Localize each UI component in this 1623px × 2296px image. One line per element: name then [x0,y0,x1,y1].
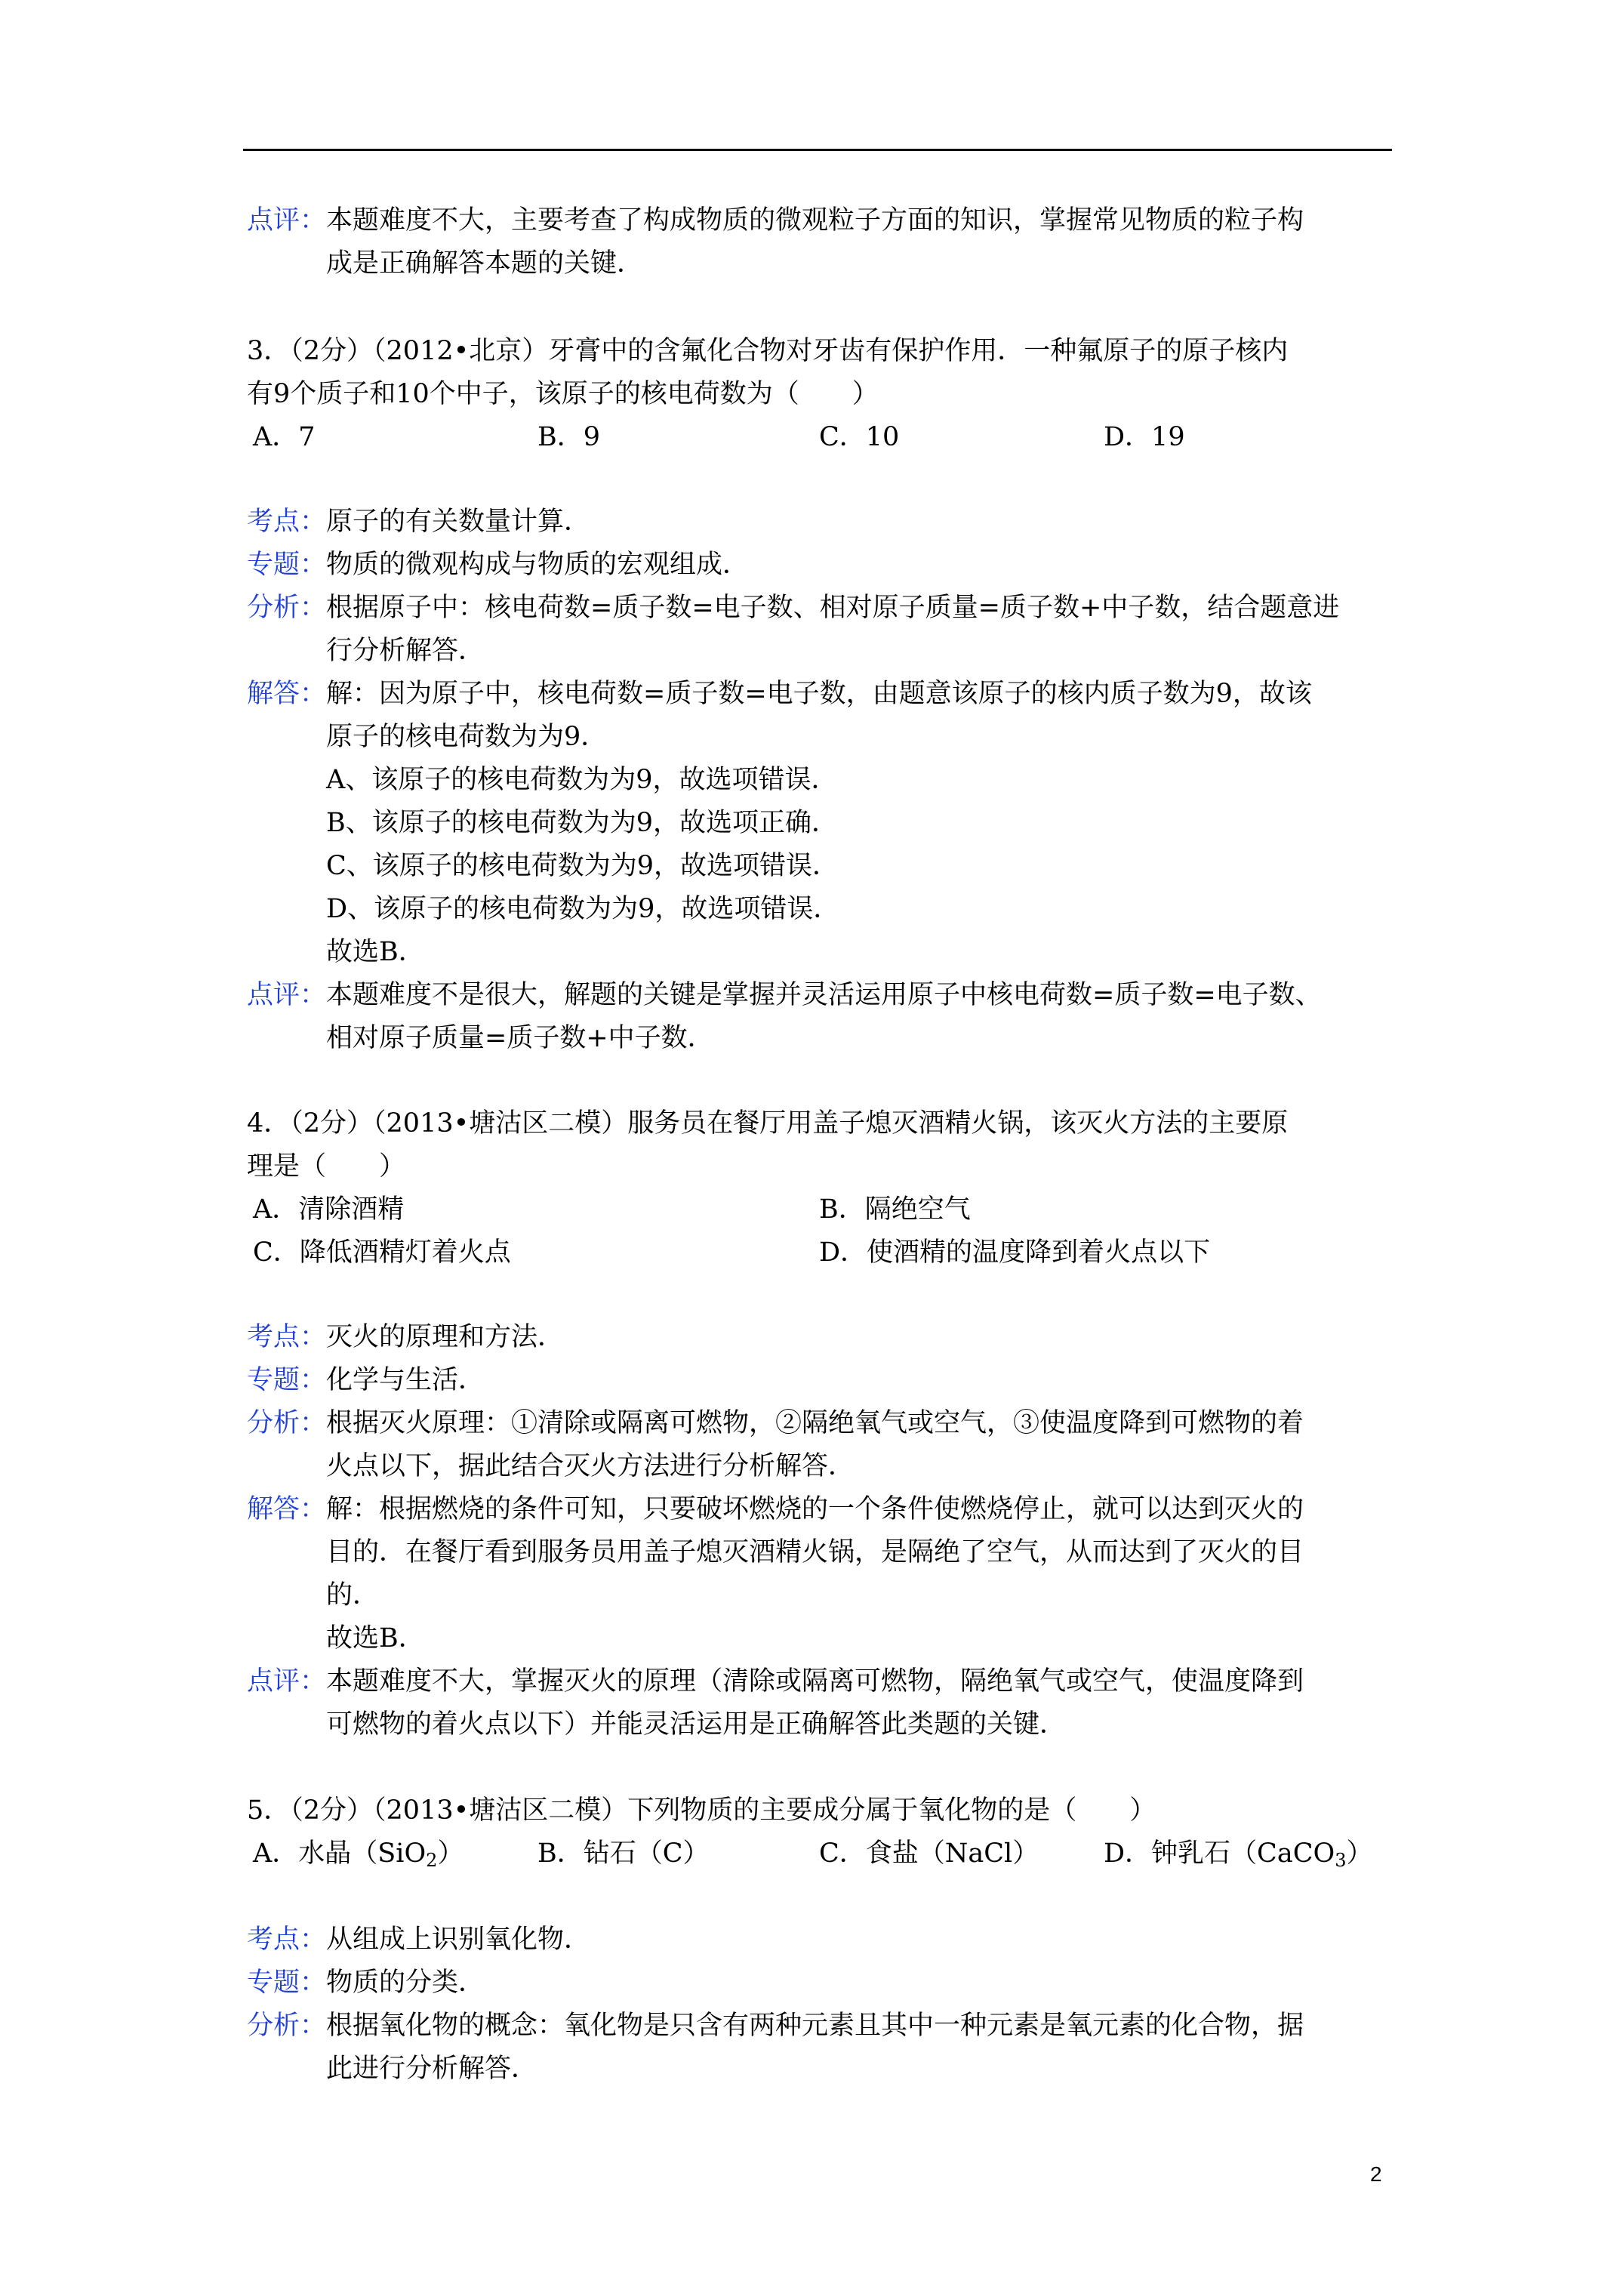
q3-answer-line-6: D、该原子的核电荷数为为9，故选项错误． [326,894,840,924]
q3-option-c: C．10 [819,422,900,452]
q4-answer-label: 解答： [247,1494,327,1524]
q3-answer-line-3: A、该原子的核电荷数为为9，故选项错误． [326,765,838,795]
q3-stem-line-1: 3．（2分）（2012•北京）牙膏中的含氟化合物对牙齿有保护作用．一种氟原子的原子核内 [247,336,1289,366]
q4-comment-line-1: 本题难度不大，掌握灭火的原理（清除或隔离可燃物，隔绝氧气或空气，使温度降到 [326,1666,1304,1697]
q3-comment-line-2: 相对原子质量=质子数+中子数． [326,1023,714,1053]
prev-comment-line-2: 成是正确解答本题的关键． [326,248,644,279]
q4-option-a: A．清除酒精 [253,1194,405,1225]
q3-option-d: D．19 [1104,422,1185,452]
q4-answer-line-2: 目的．在餐厅看到服务员用盖子熄灭酒精火锅，是隔绝了空气，从而达到了灭火的目 [326,1537,1304,1567]
q4-answer-line-1: 解：根据燃烧的条件可知，只要破坏燃烧的一个条件使燃烧停止，就可以达到灭火的 [326,1494,1304,1524]
q4-topic: 灭火的原理和方法． [326,1322,565,1352]
q3-answer-label: 解答： [247,679,327,709]
q5-topic: 从组成上识别氧化物． [326,1925,591,1955]
q4-answer-line-4: 故选B． [326,1623,425,1653]
q4-option-d: D．使酒精的温度降到着火点以下 [819,1237,1211,1268]
q3-comment-label: 点评： [247,980,327,1010]
q3-topic: 原子的有关数量计算． [326,507,591,537]
q4-stem-line-1: 4．（2分）（2013•塘沽区二模）服务员在餐厅用盖子熄灭酒精火锅，该灭火方法的主要原 [247,1108,1289,1139]
q5-analysis-line-1: 根据氧化物的概念：氧化物是只含有两种元素且其中一种元素是氧元素的化合物，据 [326,2011,1304,2041]
q5-stem-line-1: 5．（2分）（2013•塘沽区二模）下列物质的主要成分属于氧化物的是（ ） [247,1795,1156,1826]
q4-subject-label: 专题： [247,1365,327,1395]
q3-answer-line-7: 故选B． [326,937,425,967]
q5-subject: 物质的分类． [326,1968,485,1998]
q3-analysis-line-2: 行分析解答． [326,636,485,666]
q3-comment-line-1: 本题难度不是很大，解题的关键是掌握并灵活运用原子中核电荷数=质子数=电子数、 [326,980,1322,1010]
q3-answer-line-4: B、该原子的核电荷数为为9，故选项正确． [326,808,838,838]
q5-analysis-line-2: 此进行分析解答． [326,2054,538,2084]
q3-topic-label: 考点： [247,507,327,537]
q4-comment-line-2: 可燃物的着火点以下）并能灵活运用是正确解答此类题的关键． [326,1709,1067,1740]
comment-label: 点评： [247,205,327,236]
q3-subject: 物质的微观构成与物质的宏观组成． [326,550,750,580]
q5-option-a: A．水晶（SiO$_2$） [253,1838,464,1871]
q4-answer-line-3: 的． [326,1580,380,1610]
q3-subject-label: 专题： [247,550,327,580]
q5-option-d: D．钟乳石（CaCO$_3$） [1104,1838,1373,1871]
q3-answer-line-5: C、该原子的核电荷数为为9，故选项错误． [326,851,839,881]
header-rule [243,149,1392,151]
q3-option-b: B．9 [537,422,600,452]
q4-subject: 化学与生活． [326,1365,485,1395]
q4-analysis-line-2: 火点以下，据此结合灭火方法进行分析解答． [326,1451,855,1481]
q4-analysis-label: 分析： [247,1408,327,1438]
prev-comment-line-1: 本题难度不大，主要考查了构成物质的微观粒子方面的知识，掌握常见物质的粒子构 [326,205,1304,236]
q4-comment-label: 点评： [247,1666,327,1697]
q3-answer-line-1: 解：因为原子中，核电荷数=质子数=电子数，由题意该原子的核内质子数为9，故该 [326,679,1312,709]
q5-analysis-label: 分析： [247,2011,327,2041]
q3-analysis-label: 分析： [247,593,327,623]
q3-option-a: A．7 [253,422,316,452]
q3-analysis-line-1: 根据原子中：核电荷数=质子数=电子数、相对原子质量=质子数+中子数，结合题意进 [326,593,1340,623]
page-number: 2 [1370,2162,1382,2186]
q5-topic-label: 考点： [247,1925,327,1955]
q5-subject-label: 专题： [247,1968,327,1998]
q4-stem-line-2: 理是（ ） [247,1151,406,1182]
q5-option-c: C．食盐（NaCl） [819,1838,1039,1869]
q4-option-b: B．隔绝空气 [819,1194,971,1225]
q3-stem-line-2: 有9个质子和10个中子，该原子的核电荷数为（ ） [247,379,879,409]
q4-analysis-line-1: 根据灭火原理：①清除或隔离可燃物，②隔绝氧气或空气，③使温度降到可燃物的着 [326,1408,1304,1438]
q4-topic-label: 考点： [247,1322,327,1352]
q3-answer-line-2: 原子的核电荷数为为9． [326,722,608,752]
q4-option-c: C．降低酒精灯着火点 [253,1237,511,1268]
q5-option-b: B．钻石（C） [537,1838,710,1869]
